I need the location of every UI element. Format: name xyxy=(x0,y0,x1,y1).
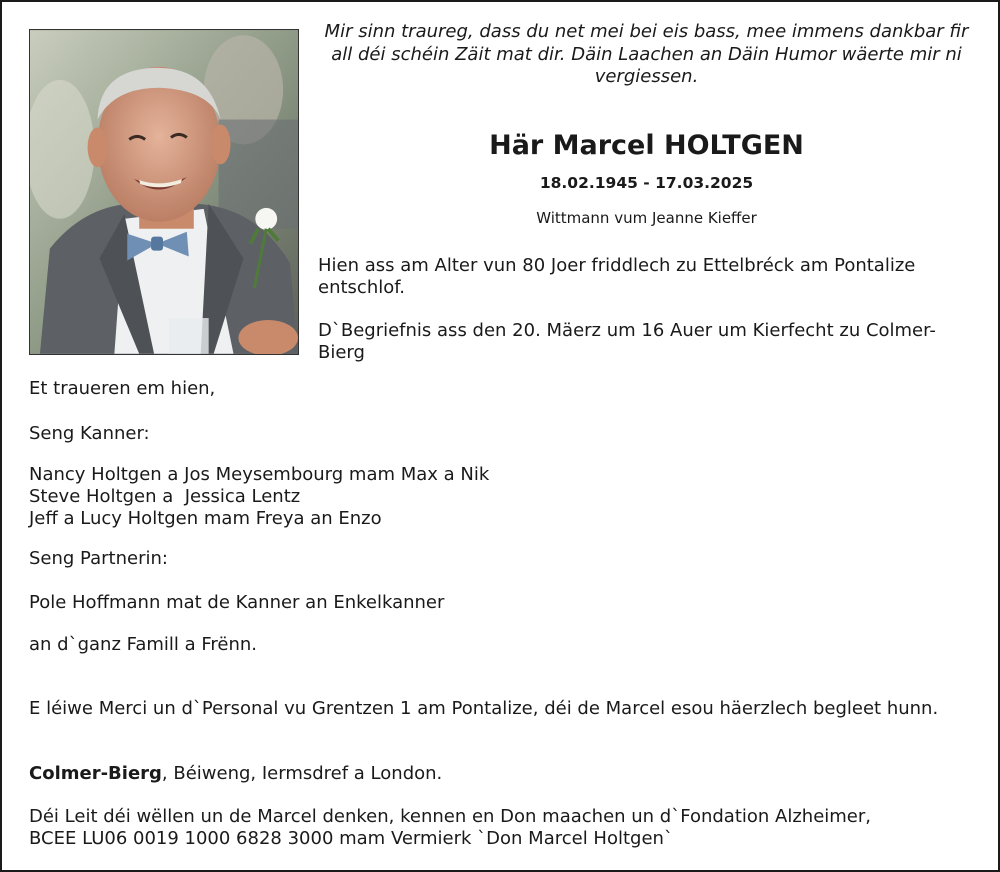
passing-notice: Hien ass am Alter vun 80 Joer friddlech zu Ettelbréck am Pontalize entschlof. xyxy=(318,255,916,298)
donation-line: Déi Leit déi wëllen un de Marcel denken, kennen en Don maachen un d`Fondation Alzheimer, xyxy=(29,806,872,827)
places-line xyxy=(29,763,979,785)
funeral-notice: D`Begriefnis ass den 20. Mäerz um 16 Auer um Kierfecht zu Colmer-Bierg xyxy=(318,320,936,363)
partner-entry: Pole Hoffmann mat de Kanner an Enkelkanner xyxy=(29,592,445,613)
child-entry: Nancy Holtgen a Jos Meysembourg mam Max a Nik xyxy=(29,464,490,485)
portrait-photo-illustration xyxy=(30,30,298,354)
places-rest: , Béiweng, Iermsdref a London. xyxy=(161,763,443,784)
donation-account: BCEE LU06 0019 1000 6828 3000 mam Vermierk `Don Marcel Holtgen` xyxy=(29,828,673,849)
family-line: an d`ganz Famill a Frënn. xyxy=(29,634,258,655)
child-entry: Steve Holtgen a Jessica Lentz xyxy=(29,486,301,507)
deceased-name: Här Marcel HOLTGEN xyxy=(489,130,804,161)
donation-note xyxy=(29,806,979,850)
child-entry: Jeff a Lucy Holtgen mam Freya an Enzo xyxy=(29,508,382,529)
memorial-quote: Mir sinn traureg, dass du net mei bei eis bass, mee immens dankbar fir all déi schéin Zäit mat dir. Däin Laachen an Däin Humor wäerte mir ni vergiessen. xyxy=(324,21,969,87)
children-list xyxy=(29,464,979,530)
portrait-photo xyxy=(29,29,299,355)
mourners-intro: Et traueren em hien, xyxy=(29,378,216,399)
life-dates: 18.02.1945 - 17.03.2025 xyxy=(539,174,754,192)
spouse-line: Wittmann vum Jeanne Kieffer xyxy=(536,209,757,227)
places-main: Colmer-Bierg xyxy=(29,763,162,784)
partner-heading: Seng Partnerin: xyxy=(29,548,168,569)
thanks-note: E léiwe Merci un d`Personal vu Grentzen 1 am Pontalize, déi de Marcel esou häerzlech begleet hunn. xyxy=(29,698,939,719)
children-heading: Seng Kanner: xyxy=(29,423,150,444)
